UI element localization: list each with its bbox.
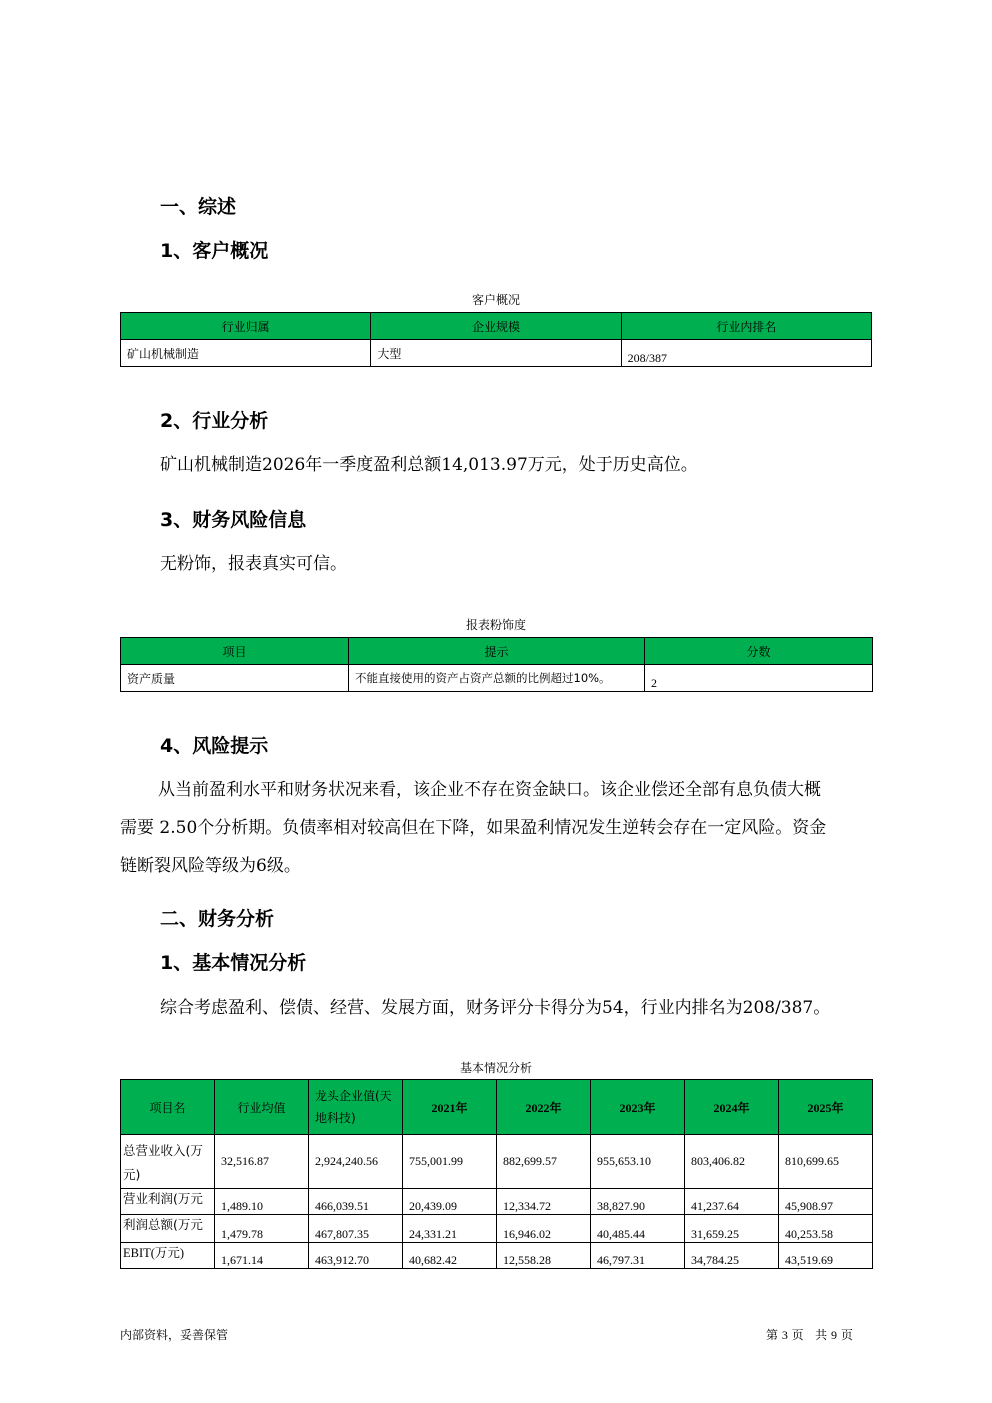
value-cell: 43,519.69 <box>779 1243 873 1269</box>
value-cell: 955,653.10 <box>591 1135 685 1189</box>
footer-note: 内部资料，妥善保管 <box>120 1328 229 1342</box>
header-cell: 2022年 <box>497 1080 591 1135</box>
basic-table-caption: 基本情况分析 <box>459 1061 532 1075</box>
header-cell: 项目名 <box>121 1080 215 1135</box>
table-row <box>121 665 873 692</box>
table-row <box>121 1243 873 1269</box>
risk-warning-heading: 4、风险提示 <box>160 735 269 757</box>
risk-warning-line: 从当前盈利水平和财务状况来看，该企业不存在资金缺口。该企业偿还全部有息负债大概 <box>158 780 821 800</box>
value-cell: 1,479.78 <box>215 1215 309 1243</box>
header-cell: 2023年 <box>591 1080 685 1135</box>
table-header-row <box>121 1080 873 1135</box>
table-row <box>121 1135 873 1189</box>
value-cell: 40,485.44 <box>591 1215 685 1243</box>
whitewash-table <box>120 637 873 692</box>
value-cell: 2,924,240.56 <box>309 1135 403 1189</box>
row-label-cell: 营业利润(万元 <box>121 1189 215 1215</box>
value-cell: 12,334.72 <box>497 1189 591 1215</box>
total-label-a: 共 <box>815 1328 828 1342</box>
value-cell: 810,699.65 <box>779 1135 873 1189</box>
value-cell: 12,558.28 <box>497 1243 591 1269</box>
risk-warning-text <box>120 771 880 885</box>
value-cell: 32,516.87 <box>215 1135 309 1189</box>
value-cell: 466,039.51 <box>309 1189 403 1215</box>
value-cell: 45,908.97 <box>779 1189 873 1215</box>
basic-table <box>120 1079 873 1269</box>
header-cell: 龙头企业值(天地科技) <box>309 1080 403 1135</box>
header-cell: 提示 <box>349 638 645 665</box>
page-label-a: 第 <box>766 1328 779 1342</box>
header-cell: 企业规模 <box>371 313 621 340</box>
page-total: 9 <box>830 1328 837 1342</box>
header-cell: 2024年 <box>685 1080 779 1135</box>
table-header-row <box>121 638 873 665</box>
value-cell: 31,659.25 <box>685 1215 779 1243</box>
value-cell: 467,807.35 <box>309 1215 403 1243</box>
header-cell: 2021年 <box>403 1080 497 1135</box>
value-cell: 41,237.64 <box>685 1189 779 1215</box>
industry-cell: 矿山机械制造 <box>121 340 371 367</box>
value-cell: 20,439.09 <box>403 1189 497 1215</box>
table-row <box>121 1189 873 1215</box>
risk-warning-line: 需要 2.50个分析期。负债率相对较高但在下降，如果盈利情况发生逆转会存在一定风险。资金 <box>120 818 827 838</box>
value-cell: 463,912.70 <box>309 1243 403 1269</box>
customer-heading: 1、客户概况 <box>160 240 269 262</box>
value-cell: 46,797.31 <box>591 1243 685 1269</box>
row-label-cell: 利润总额(万元 <box>121 1215 215 1243</box>
customer-table-caption: 客户概况 <box>471 293 520 307</box>
finance-heading: 二、财务分析 <box>160 908 275 930</box>
header-cell: 项目 <box>121 638 349 665</box>
header-cell: 行业均值 <box>215 1080 309 1135</box>
risk-info-text: 无粉饰，报表真实可信。 <box>160 554 347 574</box>
page-number <box>766 1326 853 1343</box>
header-cell: 2025年 <box>779 1080 873 1135</box>
item-cell: 资产质量 <box>121 665 349 692</box>
value-cell: 40,682.42 <box>403 1243 497 1269</box>
rank-cell: 208/387 <box>621 340 871 367</box>
value-cell: 803,406.82 <box>685 1135 779 1189</box>
header-cell: 分数 <box>645 638 873 665</box>
row-label-cell: 总营业收入(万元) <box>121 1135 215 1189</box>
table-header-row <box>121 313 872 340</box>
whitewash-table-caption: 报表粉饰度 <box>465 618 526 632</box>
basic-heading: 1、基本情况分析 <box>160 952 307 974</box>
industry-text: 矿山机械制造2026年一季度盈利总额14,013.97万元，处于历史高位。 <box>160 455 698 475</box>
page-current: 3 <box>781 1328 788 1342</box>
value-cell: 38,827.90 <box>591 1189 685 1215</box>
value-cell: 34,784.25 <box>685 1243 779 1269</box>
value-cell: 16,946.02 <box>497 1215 591 1243</box>
row-label-cell: EBIT(万元) <box>121 1243 215 1269</box>
header-cell: 行业归属 <box>121 313 371 340</box>
table-row <box>121 1215 873 1243</box>
table-row <box>121 340 872 367</box>
header-cell: 行业内排名 <box>621 313 871 340</box>
basic-text: 综合考虑盈利、偿债、经营、发展方面，财务评分卡得分为54，行业内排名为208/387。 <box>160 998 831 1018</box>
score-cell: 2 <box>645 665 873 692</box>
overview-heading: 一、综述 <box>160 196 237 218</box>
total-label-b: 页 <box>840 1328 853 1342</box>
risk-warning-line: 链断裂风险等级为6级。 <box>120 856 301 876</box>
industry-heading: 2、行业分析 <box>160 410 269 432</box>
value-cell: 1,671.14 <box>215 1243 309 1269</box>
value-cell: 40,253.58 <box>779 1215 873 1243</box>
page-label-b: 页 <box>791 1328 804 1342</box>
risk-info-heading: 3、财务风险信息 <box>160 509 307 531</box>
value-cell: 755,001.99 <box>403 1135 497 1189</box>
value-cell: 24,331.21 <box>403 1215 497 1243</box>
customer-table <box>120 312 872 367</box>
value-cell: 882,699.57 <box>497 1135 591 1189</box>
hint-cell: 不能直接使用的资产占资产总额的比例超过10%。 <box>349 665 645 692</box>
value-cell: 1,489.10 <box>215 1189 309 1215</box>
scale-cell: 大型 <box>371 340 621 367</box>
